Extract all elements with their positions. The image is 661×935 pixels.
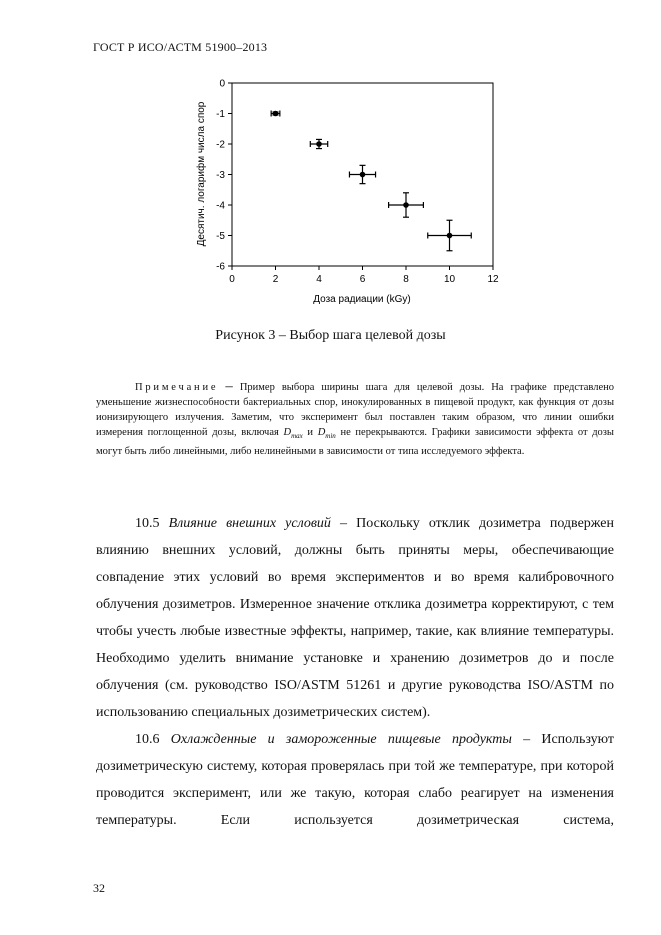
note-text-mid: и	[302, 427, 318, 438]
data-point	[360, 172, 366, 178]
data-point	[403, 202, 409, 208]
y-tick-label: -4	[216, 200, 225, 212]
x-axis-label: Доза радиации (kGy)	[313, 294, 411, 305]
dmin-subscript: min	[325, 432, 336, 441]
section-10-5-text: – Поскольку отклик дозиметра подвержен влиянию внешних условий, должны быть приняты меры, обеспечивающие совпадение этих условий во время экспериментов и во время калибровочного облучения дозиметров. Измеренное значение отклика дозиметра корректируют, с тем чтобы учесть любые известные эффекты, например, такие, как влияние температуры. Необходимо уделить внимание установке и хранению дозиметров до и после облучения (см. руководство ISO/ASTM 51261 и другие руководства ISO/ASTM по использованию специальных дозиметрических систем).	[96, 516, 614, 720]
note-paragraph	[96, 380, 614, 459]
data-point	[273, 111, 279, 117]
section-10-5-title: Влияние внешних условий	[168, 516, 331, 531]
dmin-symbol: D	[317, 427, 326, 438]
dmax-subscript: max	[291, 432, 303, 441]
dose-chart	[190, 72, 510, 312]
data-point	[447, 233, 453, 239]
x-tick-label: 10	[443, 274, 456, 285]
data-points	[271, 111, 471, 251]
section-10-6-title: Охлажденные и замороженные пищевые продукты	[170, 732, 512, 747]
main-text	[96, 510, 614, 834]
y-tick-label: -3	[216, 170, 225, 181]
section-10-6-text: – Используют дозиметрическую систему, которая проверялась при той же температуре, при которой проводится эксперимент, или же такую, которая слабо реагирует на изменения температуры. Если используется дозиметрическая система,	[96, 732, 614, 828]
x-axis-ticks	[229, 266, 499, 285]
y-tick-label: -5	[216, 231, 225, 242]
paragraph-10-5	[96, 510, 614, 726]
y-axis-ticks	[216, 79, 232, 273]
page-number: 32	[93, 881, 105, 895]
y-tick-label: -2	[216, 139, 225, 151]
note-text-part1: ─ Пример выбора ширины шага для целевой дозы. На графике представлено уменьшение жизнеспособности бактериальных спор, инокулированных в пищевой продукт, как функция от дозы ионизирующего излучения. Заметим, что эксперимент был поставлен таким образом, что линии ошибки измерения поглощенной дозы, включая	[96, 382, 614, 438]
x-tick-label: 6	[359, 274, 366, 285]
y-tick-label: -1	[216, 109, 225, 120]
document-header: ГОСТ Р ИСО/АСТМ 51900–2013	[93, 40, 268, 54]
data-point	[316, 141, 322, 147]
figure-note	[96, 380, 614, 459]
note-label: Примечание	[135, 382, 219, 393]
x-tick-label: 8	[403, 274, 409, 285]
y-axis-label: Десятич. логарифм числа спор	[196, 101, 207, 247]
dmax-symbol: D	[283, 427, 292, 438]
section-10-6-number: 10.6	[135, 732, 171, 747]
x-tick-label: 2	[272, 274, 279, 285]
y-tick-label: -6	[216, 261, 225, 273]
x-tick-label: 0	[229, 274, 235, 285]
paragraph-10-6	[96, 726, 614, 834]
y-tick-label: 0	[219, 78, 225, 90]
chart-svg	[190, 72, 510, 312]
section-10-5-number: 10.5	[135, 516, 169, 531]
figure-caption: Рисунок 3 – Выбор шага целевой дозы	[215, 328, 446, 343]
x-tick-label: 4	[316, 274, 322, 285]
note-text-part2: не перекрываются. Графики зависимости эффекта от дозы могут быть либо линейными, либо нелинейными в зависимости от типа исследуемого эффекта.	[96, 427, 614, 458]
x-tick-label: 12	[487, 274, 499, 285]
